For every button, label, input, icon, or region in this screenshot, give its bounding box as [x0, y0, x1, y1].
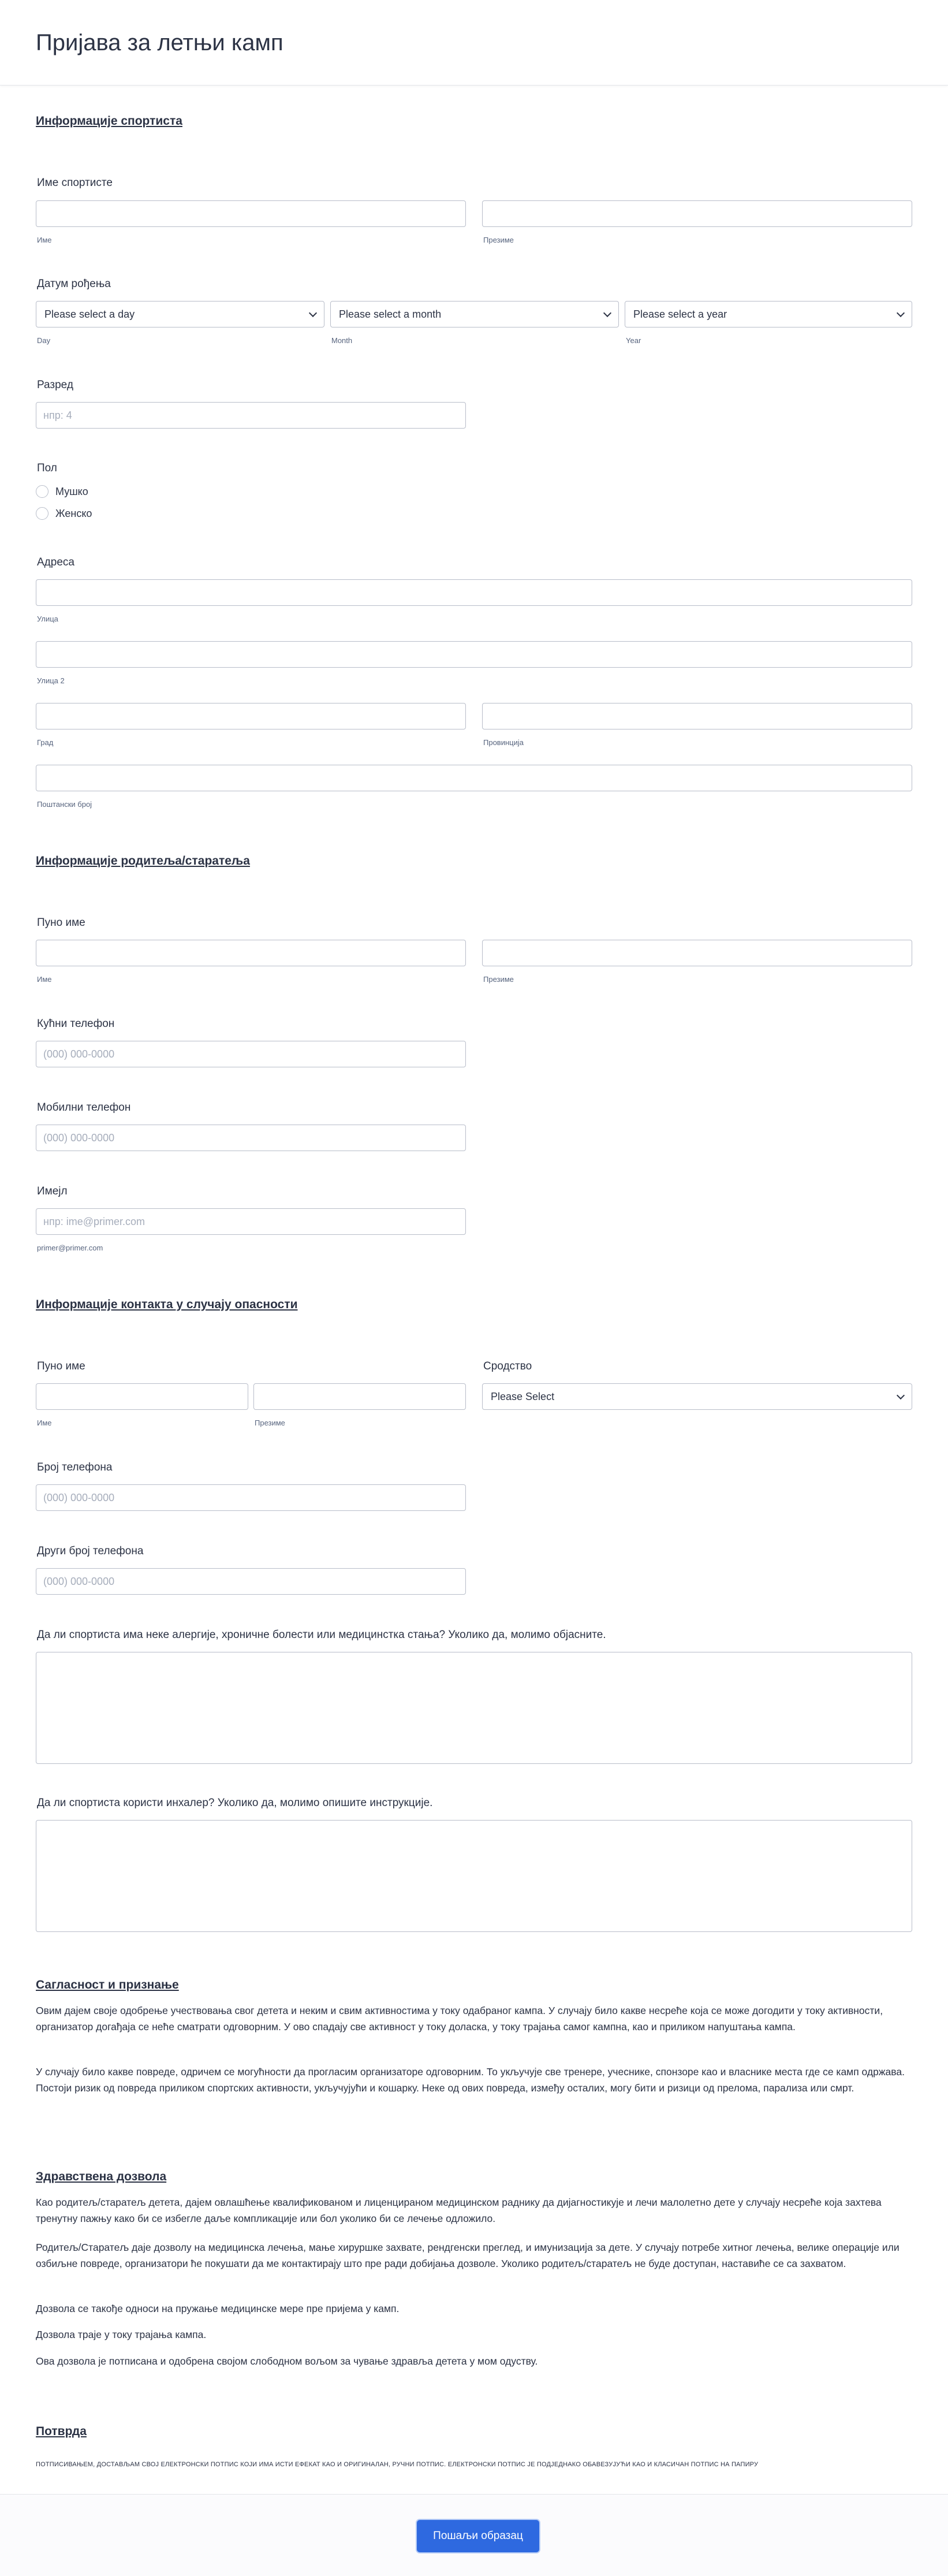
- dob-month-select[interactable]: [330, 301, 619, 327]
- inhaler-label: Да ли спортиста користи инхалер? Уколико да, молимо опишите инструкције.: [37, 1797, 433, 1809]
- emergency-last-name-input[interactable]: [253, 1383, 466, 1410]
- emergency-section-heading: Информације контакта у случају опасности: [36, 1298, 298, 1311]
- province-sublabel: Провинција: [483, 738, 524, 747]
- dob-year-value: Please select a year: [633, 308, 727, 320]
- gender-label: Пол: [37, 462, 57, 474]
- home-phone-label: Кућни телефон: [37, 1018, 115, 1030]
- medical-paragraph-3: Дозвола се такође односи на пружање медицинске мере пре пријема у камп.: [36, 2303, 400, 2314]
- address-label: Адреса: [37, 556, 74, 568]
- consent-paragraph-2: У случају било какве повреде, одричем се могућности да прогласим организаторе одговорним. То укључује све тренере, учеснике, спонзоре као и власнике места где се камп одржава. Постоји ризик од повреда приликом спортских активности, укључујући и кошарку. Неке од ових повреда, између осталих, могу бити и ризици од прелома, парализа или смрт.: [36, 2066, 905, 2094]
- postal-sublabel: Поштански број: [37, 800, 92, 809]
- gender-option-female[interactable]: [36, 507, 92, 520]
- street2-input[interactable]: [36, 641, 912, 668]
- athlete-last-sublabel: Презиме: [483, 236, 514, 244]
- radio-button[interactable]: [36, 485, 48, 498]
- home-phone-input[interactable]: [36, 1041, 466, 1067]
- submit-button[interactable]: Пошаљи образац: [417, 2520, 539, 2552]
- dob-month-sublabel: Month: [331, 336, 353, 345]
- parent-first-sublabel: Име: [37, 975, 52, 984]
- chevron-down-icon: [897, 1391, 905, 1399]
- parent-first-name-input[interactable]: [36, 940, 466, 966]
- medical-paragraph-4: Дозвола траје у току трајања кампа.: [36, 2329, 207, 2340]
- dob-month-value: Please select a month: [339, 308, 442, 320]
- athlete-last-name-input[interactable]: [482, 200, 912, 227]
- mobile-phone-input[interactable]: [36, 1125, 466, 1151]
- confirmation-section-heading: Потврда: [36, 2425, 87, 2438]
- consent-section-heading: Сагласност и признање: [36, 1978, 179, 1991]
- emergency-first-sublabel: Име: [37, 1419, 52, 1427]
- radio-button[interactable]: [36, 507, 48, 520]
- medical-paragraph-2: Родитељ/Старатељ даје дозволу на медицинска лечења, мање хируршке захвате, рендгенски преглед, и имунизација за дете. У случају потребе хитног лечења, велике операције или озбиљне повреде, организатори ће покушати да ме контактирају што пре ради добијања дозволе. Уколико родитељ/старатељ не буде доступан, наставиће се са захватом.: [36, 2242, 900, 2269]
- grade-label: Разред: [37, 379, 73, 391]
- emergency-phone-input[interactable]: [36, 1484, 466, 1511]
- form-header: [0, 0, 948, 85]
- dob-day-value: Please select a day: [44, 308, 135, 320]
- allergies-label: Да ли спортиста има неке алергије, хроничне болести или медицинстка стања? Уколико да, молимо објасните.: [37, 1629, 606, 1641]
- chevron-down-icon: [897, 308, 905, 317]
- email-input[interactable]: [36, 1208, 466, 1235]
- emergency-phone2-label: Други број телефона: [37, 1545, 144, 1557]
- dob-year-select[interactable]: [625, 301, 912, 327]
- dob-label: Датум рођења: [37, 278, 111, 290]
- allergies-textarea[interactable]: [36, 1652, 912, 1764]
- athlete-section-heading: Информације спортиста: [36, 114, 182, 128]
- parent-last-name-input[interactable]: [482, 940, 912, 966]
- gender-option-label: Мушко: [55, 485, 88, 497]
- gender-option-male[interactable]: [36, 485, 88, 498]
- parent-last-sublabel: Презиме: [483, 975, 514, 984]
- email-label: Имејл: [37, 1185, 68, 1197]
- street-input[interactable]: [36, 579, 912, 606]
- signature-disclaimer: ПОТПИСИВАЊЕМ, ДОСТАВЉАМ СВОЈ ЕЛЕКТРОНСКИ ПОТПИС КОЈИ ИМА ИСТИ ЕФЕКАТ КАО И ОРИГИНАЛАН, РУЧНИ ПОТПИС. ЕЛЕКТРОНСКИ ПОТПИС ЈЕ ПОДЈЕДНАКО ОБАВЕЗУЈУЋИ КАО И КЛАСИЧАН ПОТПИС НА ПАПИРУ: [36, 2461, 759, 2468]
- email-sublabel: primer@primer.com: [37, 1244, 103, 1252]
- province-input[interactable]: [482, 703, 912, 729]
- form-title: Пријава за летњи камп: [36, 30, 283, 55]
- medical-paragraph-1: Као родитељ/старатељ детета, дајем овлашћење квалификованом и лиценцираном медицинском раднику да дијагностикује и лечи малолетно дете у случају несреће која захтева тренутну пажњу како би се избегле даље компликације или бол уколико би се лечење одложило.: [36, 2197, 882, 2224]
- medical-paragraph-5: Ова дозвола је потписана и одобрена својом слободном вољом за чување здравља детета у мом одуству.: [36, 2355, 538, 2367]
- city-sublabel: Град: [37, 738, 54, 747]
- mobile-phone-label: Мобилни телефон: [37, 1101, 131, 1114]
- gender-option-label: Женско: [55, 507, 92, 519]
- relation-select[interactable]: [482, 1383, 912, 1410]
- grade-input[interactable]: [36, 402, 466, 429]
- emergency-name-label: Пуно име: [37, 1360, 85, 1372]
- emergency-first-name-input[interactable]: [36, 1383, 248, 1410]
- relation-value: Please Select: [491, 1390, 555, 1402]
- emergency-phone-label: Број телефона: [37, 1461, 113, 1473]
- athlete-first-name-input[interactable]: [36, 200, 466, 227]
- dob-day-select[interactable]: [36, 301, 324, 327]
- inhaler-textarea[interactable]: [36, 1820, 912, 1932]
- athlete-first-sublabel: Име: [37, 236, 52, 244]
- athlete-name-label: Име спортисте: [37, 177, 113, 189]
- postal-code-input[interactable]: [36, 765, 912, 791]
- medical-section-heading: Здравствена дозвола: [36, 2170, 167, 2183]
- parent-section-heading: Информације родитеља/старатеља: [36, 854, 250, 868]
- consent-paragraph-1: Овим дајем своје одобрење учествовања свог детета и неким и свим активностима у току одабраног кампа. У случају било какве несреће која се може догодити у току активности, организатор догађаја се неће сматрати одговорним. У ово спадају све активност у току доласка, у току трајања самог кампна, као и приликом напуштања кампа.: [36, 2005, 883, 2032]
- emergency-last-sublabel: Презиме: [255, 1419, 285, 1427]
- dob-day-sublabel: Day: [37, 336, 51, 345]
- street-sublabel: Улица: [37, 615, 58, 623]
- street2-sublabel: Улица 2: [37, 676, 65, 685]
- emergency-phone2-input[interactable]: [36, 1568, 466, 1595]
- dob-year-sublabel: Year: [626, 336, 641, 345]
- relation-label: Сродство: [483, 1360, 532, 1372]
- chevron-down-icon: [309, 308, 317, 317]
- parent-name-label: Пуно име: [37, 917, 85, 929]
- city-input[interactable]: [36, 703, 466, 729]
- chevron-down-icon: [603, 308, 611, 317]
